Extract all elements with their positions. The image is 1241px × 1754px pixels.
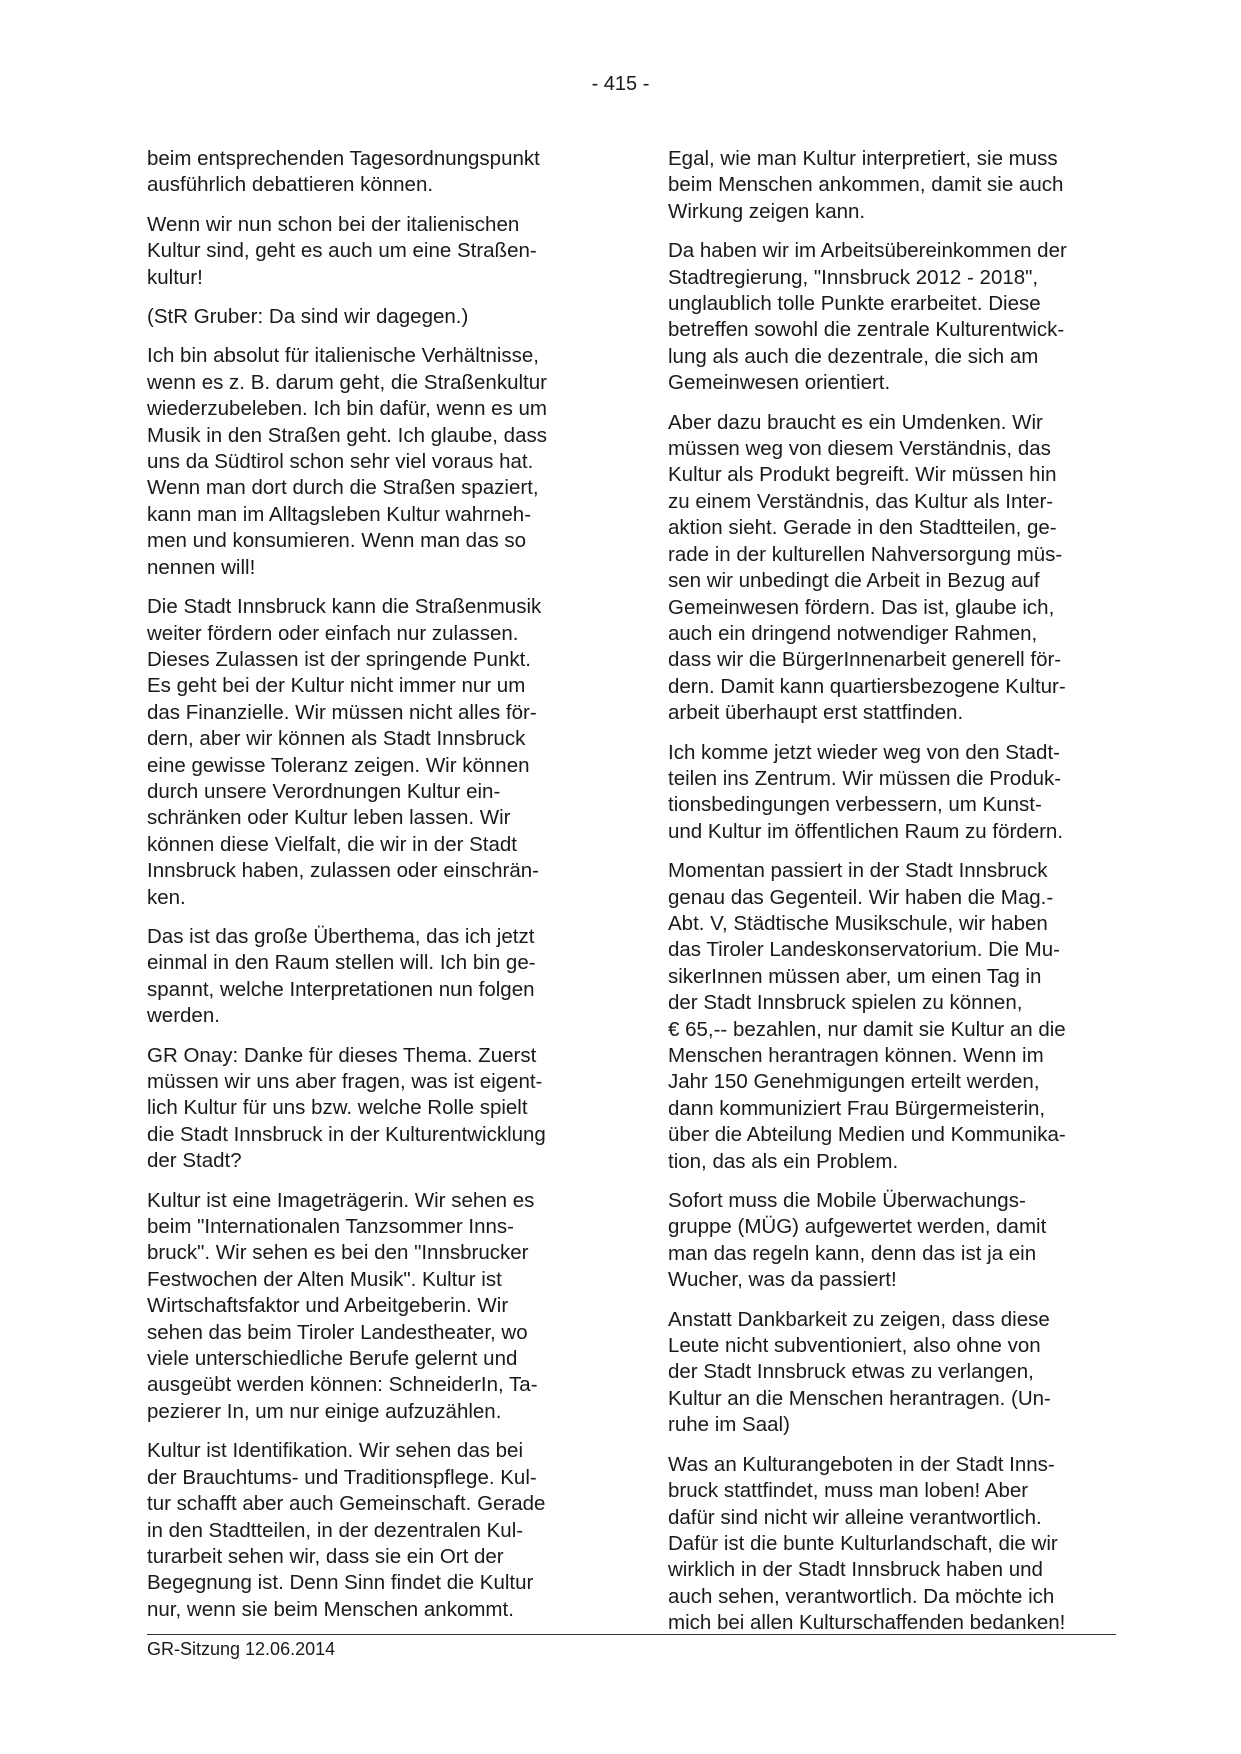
- text-line: ruhe im Saal): [668, 1413, 790, 1437]
- text-line: werden.: [147, 1004, 220, 1028]
- text-line: mich bei allen Kulturschaffenden bedanken!: [668, 1611, 1066, 1635]
- paragraph: [147, 304, 597, 330]
- text-line: Ich komme jetzt wieder weg von den Stadt-: [668, 740, 1060, 764]
- paragraph: [147, 924, 597, 1030]
- paragraph: [668, 858, 1128, 1175]
- text-line: nur, wenn sie beim Menschen ankommt.: [147, 1597, 514, 1621]
- text-line: GR Onay: Danke für dieses Thema. Zuerst: [147, 1043, 537, 1067]
- text-line: genau das Gegenteil. Wir haben die Mag.-: [668, 885, 1054, 909]
- text-line: ausgeübt werden können: SchneiderIn, Ta-: [147, 1373, 538, 1397]
- text-line: Wirkung zeigen kann.: [668, 199, 866, 223]
- text-line: men und konsumieren. Wenn man das so: [147, 529, 527, 553]
- text-line: € 65,-- bezahlen, nur damit sie Kultur an die: [668, 1017, 1066, 1041]
- text-line: (StR Gruber: Da sind wir dagegen.): [147, 305, 469, 329]
- text-line: dass wir die BürgerInnenarbeit generell för-: [668, 648, 1062, 672]
- text-line: pezierer In, um nur einige aufzuzählen.: [147, 1399, 502, 1423]
- paragraph: [147, 343, 597, 581]
- text-line: aktion sieht. Gerade in den Stadtteilen, ge-: [668, 516, 1057, 540]
- paragraph: [147, 146, 597, 199]
- text-line: durch unsere Verordnungen Kultur ein-: [147, 779, 501, 803]
- text-line: Kultur als Produkt begreift. Wir müssen hin: [668, 463, 1057, 487]
- text-line: Momentan passiert in der Stadt Innsbruck: [668, 859, 1048, 883]
- paragraph: [147, 1043, 597, 1175]
- text-line: tur schafft aber auch Gemeinschaft. Gerade: [147, 1492, 546, 1516]
- paragraph: [668, 1188, 1128, 1294]
- text-line: unglaublich tolle Punkte erarbeitet. Diese: [668, 292, 1041, 316]
- text-line: kultur!: [147, 265, 203, 289]
- paragraph: [147, 212, 597, 291]
- text-line: bruck stattfindet, muss man loben! Aber: [668, 1479, 1029, 1503]
- text-line: Begegnung ist. Denn Sinn findet die Kultur: [147, 1571, 534, 1595]
- text-line: wiederzubeleben. Ich bin dafür, wenn es um: [147, 397, 548, 421]
- text-line: Die Stadt Innsbruck kann die Straßenmusik: [147, 595, 542, 619]
- text-line: Kultur ist Identifikation. Wir sehen das bei: [147, 1439, 524, 1463]
- text-line: dern. Damit kann quartiersbezogene Kultur-: [668, 674, 1066, 698]
- text-line: Egal, wie man Kultur interpretiert, sie muss: [668, 147, 1058, 170]
- text-line: lich Kultur für uns bzw. welche Rolle spielt: [147, 1096, 528, 1120]
- text-line: ken.: [147, 885, 186, 909]
- text-line: Anstatt Dankbarkeit zu zeigen, dass diese: [668, 1307, 1050, 1331]
- text-line: auch sehen, verantwortlich. Da möchte ich: [668, 1584, 1055, 1608]
- text-line: Aber dazu braucht es ein Umdenken. Wir: [668, 410, 1043, 434]
- text-line: Wucher, was da passiert!: [668, 1268, 897, 1292]
- text-line: Abt. V, Städtische Musikschule, wir haben: [668, 911, 1048, 935]
- text-line: einmal in den Raum stellen will. Ich bin ge-: [147, 951, 536, 975]
- text-line: sen wir unbedingt die Arbeit in Bezug auf: [668, 569, 1040, 593]
- text-line: turarbeit sehen wir, dass sie ein Ort der: [147, 1544, 504, 1568]
- text-line: das Finanzielle. Wir müssen nicht alles för-: [147, 700, 537, 724]
- text-line: Wenn wir nun schon bei der italienischen: [147, 212, 520, 236]
- text-line: weiter fördern oder einfach nur zulassen.: [147, 621, 519, 645]
- footer-text: GR-Sitzung 12.06.2014: [147, 1639, 336, 1659]
- text-line: bruck". Wir sehen es bei den "Innsbrucker: [147, 1241, 529, 1265]
- text-line: Wenn man dort durch die Straßen spaziert,: [147, 476, 539, 500]
- paragraph: [668, 1307, 1128, 1439]
- text-line: Stadtregierung, "Innsbruck 2012 - 2018",: [668, 265, 1039, 289]
- text-line: der Brauchtums- und Traditionspflege. Kul-: [147, 1465, 537, 1489]
- text-line: der Stadt Innsbruck etwas zu verlangen,: [668, 1360, 1034, 1384]
- text-line: spannt, welche Interpretationen nun folgen: [147, 977, 535, 1001]
- text-line: tion, das als ein Problem.: [668, 1149, 899, 1173]
- text-line: Da haben wir im Arbeitsübereinkommen der: [668, 239, 1067, 263]
- text-line: Innsbruck haben, zulassen oder einschrän-: [147, 859, 540, 883]
- text-line: Festwochen der Alten Musik". Kultur ist: [147, 1267, 502, 1291]
- footer-rule: [147, 1634, 1116, 1635]
- paragraph: [668, 740, 1128, 846]
- paragraph: [147, 594, 597, 911]
- text-line: kann man im Alltagsleben Kultur wahrneh-: [147, 502, 532, 526]
- page-number: - 415 -: [591, 73, 650, 95]
- text-line: Wirtschaftsfaktor und Arbeitgeberin. Wir: [147, 1294, 509, 1318]
- text-line: sehen das beim Tiroler Landestheater, wo: [147, 1320, 528, 1344]
- text-line: Kultur sind, geht es auch um eine Straßen-: [147, 239, 537, 263]
- text-line: schränken oder Kultur leben lassen. Wir: [147, 806, 511, 830]
- text-line: Das ist das große Überthema, das ich jetzt: [147, 924, 535, 948]
- text-line: beim Menschen ankommen, damit sie auch: [668, 173, 1064, 197]
- paragraph: [147, 1438, 597, 1623]
- text-line: lung als auch die dezentrale, die sich am: [668, 344, 1039, 368]
- text-line: eine gewisse Toleranz zeigen. Wir können: [147, 753, 530, 777]
- paragraph: [147, 1188, 597, 1426]
- text-line: müssen weg von diesem Verständnis, das: [668, 437, 1051, 461]
- left-column: [147, 146, 597, 1636]
- text-line: dafür sind nicht wir alleine verantwortlich.: [668, 1505, 1042, 1529]
- text-line: gruppe (MÜG) aufgewertet werden, damit: [668, 1215, 1047, 1239]
- text-line: beim "Internationalen Tanzsommer Inns-: [147, 1215, 514, 1239]
- paragraph: [668, 146, 1128, 225]
- text-line: Dieses Zulassen ist der springende Punkt.: [147, 647, 532, 671]
- text-line: dern, aber wir können als Stadt Innsbruck: [147, 727, 526, 751]
- text-line: ausführlich debattieren können.: [147, 173, 434, 197]
- text-line: teilen ins Zentrum. Wir müssen die Produk-: [668, 766, 1062, 790]
- text-line: die Stadt Innsbruck in der Kulturentwicklung: [147, 1122, 546, 1146]
- text-line: Dafür ist die bunte Kulturlandschaft, die wir: [668, 1531, 1058, 1555]
- right-column: [668, 146, 1128, 1650]
- text-line: beim entsprechenden Tagesordnungspunkt: [147, 147, 540, 170]
- paragraph: [668, 410, 1128, 727]
- paragraph: [668, 1452, 1128, 1637]
- text-line: nennen will!: [147, 555, 256, 579]
- text-line: Leute nicht subventioniert, also ohne von: [668, 1334, 1041, 1358]
- text-line: Kultur an die Menschen herantragen. (Un-: [668, 1386, 1051, 1410]
- text-line: wenn es z. B. darum geht, die Straßenkultur: [147, 370, 547, 394]
- text-line: Kultur ist eine Imageträgerin. Wir sehen es: [147, 1188, 535, 1212]
- text-line: Musik in den Straßen geht. Ich glaube, dass: [147, 423, 547, 447]
- text-line: tionsbedingungen verbessern, um Kunst-: [668, 793, 1042, 817]
- text-line: müssen wir uns aber fragen, was ist eigent-: [147, 1070, 543, 1093]
- text-line: Was an Kulturangeboten in der Stadt Inns-: [668, 1452, 1055, 1476]
- text-line: Ich bin absolut für italienische Verhältnisse,: [147, 344, 540, 368]
- text-line: wirklich in der Stadt Innsbruck haben und: [668, 1558, 1043, 1582]
- text-line: und Kultur im öffentlichen Raum zu fördern.: [668, 819, 1064, 843]
- text-line: über die Abteilung Medien und Kommunika-: [668, 1123, 1066, 1147]
- text-line: der Stadt Innsbruck spielen zu können,: [668, 991, 1023, 1015]
- text-line: betreffen sowohl die zentrale Kulturentwick-: [668, 318, 1065, 342]
- text-line: arbeit überhaupt erst stattfinden.: [668, 701, 964, 725]
- text-line: Es geht bei der Kultur nicht immer nur um: [147, 674, 526, 698]
- text-line: Jahr 150 Genehmigungen erteilt werden,: [668, 1070, 1040, 1094]
- text-line: sikerInnen müssen aber, um einen Tag in: [668, 964, 1042, 988]
- text-line: Gemeinwesen orientiert.: [668, 371, 891, 395]
- text-line: Menschen herantragen können. Wenn im: [668, 1044, 1044, 1067]
- text-line: können diese Vielfalt, die wir in der Stadt: [147, 832, 517, 856]
- text-line: in den Stadtteilen, in der dezentralen Kul-: [147, 1518, 524, 1542]
- text-line: der Stadt?: [147, 1149, 242, 1173]
- text-line: dann kommuniziert Frau Bürgermeisterin,: [668, 1096, 1046, 1120]
- text-line: Gemeinwesen fördern. Das ist, glaube ich,: [668, 595, 1055, 619]
- text-line: zu einem Verständnis, das Kultur als Inter-: [668, 489, 1054, 513]
- text-line: uns da Südtirol schon sehr viel voraus hat.: [147, 450, 534, 474]
- text-line: das Tiroler Landeskonservatorium. Die Mu-: [668, 938, 1060, 962]
- text-line: man das regeln kann, denn das ist ja ein: [668, 1241, 1037, 1265]
- text-line: rade in der kulturellen Nahversorgung müs-: [668, 542, 1063, 566]
- paragraph: [668, 238, 1128, 396]
- text-line: auch ein dringend notwendiger Rahmen,: [668, 621, 1038, 645]
- text-line: Sofort muss die Mobile Überwachungs-: [668, 1189, 1026, 1213]
- text-line: viele unterschiedliche Berufe gelernt und: [147, 1347, 518, 1371]
